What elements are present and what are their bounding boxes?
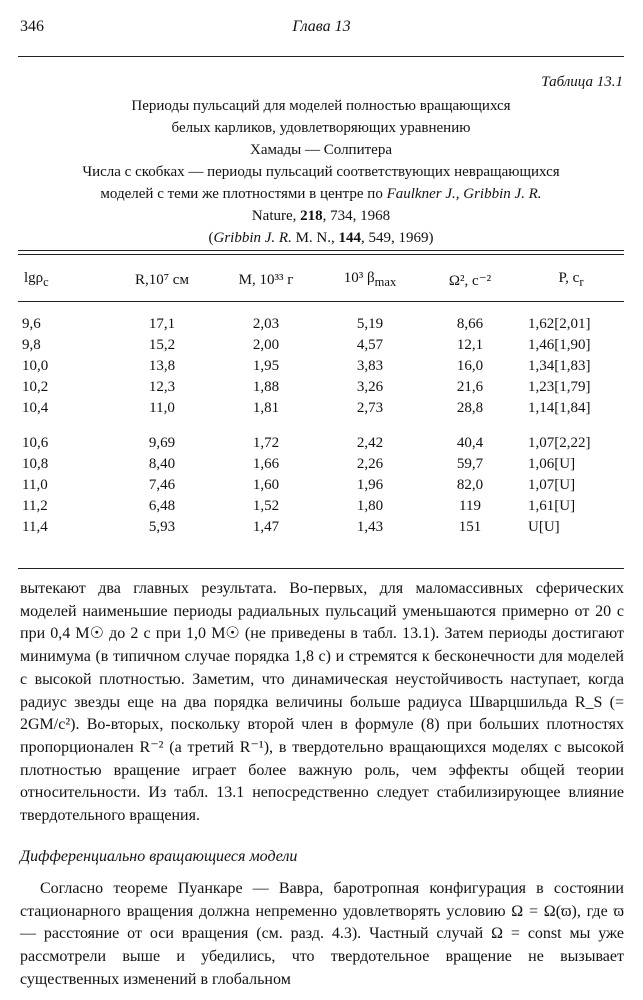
caption-reference-1 xyxy=(20,205,622,227)
table-caption xyxy=(20,95,622,249)
table-cell: 1,61[U] xyxy=(528,498,576,514)
reference-journal-2: M. N., xyxy=(291,230,339,246)
table-cell: 15,2 xyxy=(148,337,176,353)
table-cell: 11,0 xyxy=(149,400,175,416)
table-cell: 2,26 xyxy=(356,456,384,472)
table-cell: 16,0 xyxy=(456,358,484,374)
paragraph-1: вытекают два главных результата. Во-первых, для маломассивных сферических моделей наименьшие периоды радиальных пульсаций уменьшаются примерно от 20 с при 0,4 M☉ до 2 с при 1,0 M☉ (не приведены в табл. 13.1). Затем периоды достигают минимума (в типичном случае порядка 1,8 с) и стремятся к бесконечности для моделей с высокой плотностью. Заметим, что динамическая неустойчивость наступает, когда радиус звезды еще на два порядка величины больше радиуса Шварцшильда R_S (= 2GM/c²). Во-вторых, поскольку второй член в формуле (8) при больших плотностях пропорционален R⁻² (а третий R⁻¹), в твердотельно вращающихся моделях с высокой плотностью вращение играет более важную роль, чем эффекты общей теории относительности. Из табл. 13.1 непосредственно следует стабилизирующее влияние твердотельного вращения. xyxy=(20,580,624,825)
table-cell: 3,26 xyxy=(356,379,384,395)
table-cell: 1,66 xyxy=(252,456,280,472)
table-cell: 10,0 xyxy=(22,358,49,374)
table-cell: 1,14[1,84] xyxy=(528,400,591,416)
table-cell: 12,3 xyxy=(148,379,176,395)
column-header: lgρ$_c$ xyxy=(24,270,49,289)
table-row xyxy=(20,433,624,454)
table-cell: 1,60 xyxy=(252,477,280,493)
table-row xyxy=(20,314,624,335)
table-cell: 11,0 xyxy=(22,477,48,493)
table-cell: 8,40 xyxy=(148,456,176,472)
table-cell: 1,62[2,01] xyxy=(528,316,591,332)
table-cell: 1,47 xyxy=(252,519,280,535)
table-cell: 2,73 xyxy=(356,400,384,416)
table-cell: 13,8 xyxy=(148,358,176,374)
reference-volume: 218 xyxy=(300,208,323,224)
reference-pages: , 734, 1968 xyxy=(322,208,391,224)
table-cell: 1,43 xyxy=(356,519,384,535)
page-number: 346 xyxy=(20,18,44,35)
table-cell: 1,23[1,79] xyxy=(528,379,591,395)
table-cell: 12,1 xyxy=(456,337,484,353)
table-cell: U[U] xyxy=(528,519,560,535)
table-row xyxy=(20,496,624,517)
table-cell: 2,03 xyxy=(252,316,280,332)
column-header: 10³ $\beta_{max}$ xyxy=(343,270,397,289)
caption-text: моделей с теми же плотностями в центре по xyxy=(100,186,383,202)
column-header: R,10⁷ см xyxy=(135,271,189,288)
reference-volume-2: 144 xyxy=(338,230,361,246)
table-group-spacer xyxy=(20,419,624,433)
table-cell: 1,06[U] xyxy=(528,456,576,472)
reference-authors-2: Gribbin J. R. xyxy=(213,230,292,246)
caption-line: Числа с скобках — периоды пульсаций соответствующих невращающихся xyxy=(82,164,560,180)
table-cell: 1,80 xyxy=(356,498,384,514)
table-label: Таблица 13.1 xyxy=(541,74,623,90)
table-cell: 2,00 xyxy=(252,337,280,353)
caption-reference-2: (Gribbin J. R. M. N., 144, 549, 1969) xyxy=(208,230,434,246)
header-rule xyxy=(18,56,624,57)
running-head: Глава 13 xyxy=(292,18,351,35)
table-top-rule xyxy=(18,250,624,255)
table-cell: 82,0 xyxy=(456,477,484,493)
table-cell: 28,8 xyxy=(456,400,484,416)
table-cell: 10,4 xyxy=(22,400,49,416)
table-spacer xyxy=(20,302,624,314)
reference-journal: Nature, xyxy=(251,208,297,224)
reference-authors: Faulkner J., Gribbin J. R. xyxy=(386,186,542,202)
caption-line: Хамады — Солпитера xyxy=(250,142,392,158)
table-cell: 1,96 xyxy=(356,477,384,493)
column-header: P, $с_r$ xyxy=(558,270,584,289)
column-header: M, 10³³ г xyxy=(238,271,294,288)
table-bottom-rule xyxy=(18,568,624,569)
data-table xyxy=(20,258,624,538)
table-cell: 21,6 xyxy=(456,379,484,395)
table-header-rule xyxy=(18,301,624,302)
table-cell: 40,4 xyxy=(456,435,484,451)
caption-line: Периоды пульсаций для моделей полностью вращающихся xyxy=(131,98,511,114)
caption-line-with-reference xyxy=(20,183,622,205)
table-cell: 1,72 xyxy=(252,435,280,451)
table-cell: 1,88 xyxy=(252,379,280,395)
table-cell: 10,8 xyxy=(22,456,49,472)
table-cell: 119 xyxy=(459,498,481,514)
page-header xyxy=(0,18,643,42)
caption-line: белых карликов, удовлетворяющих уравнению xyxy=(171,120,471,136)
table-cell: 7,46 xyxy=(148,477,176,493)
table-cell: 5,19 xyxy=(356,316,384,332)
table-cell: 10,2 xyxy=(22,379,49,395)
table-cell: 11,2 xyxy=(22,498,48,514)
table-row xyxy=(20,335,624,356)
table-header-row xyxy=(20,258,624,302)
table-row xyxy=(20,475,624,496)
paragraph-2: Согласно теореме Пуанкаре — Вавра, баротропная конфигурация в состоянии стационарного вращения должна непременно удовлетворять условию Ω = Ω(ϖ), где ϖ — расстояние от оси вращения (см. разд. 4.3). Частный случай Ω = const мы уже рассмотрели выше и убедились, что твердотельное вращение не вызывает существенных изменений в глобальном xyxy=(20,880,624,988)
table-cell: 9,6 xyxy=(22,316,41,332)
table-cell: 9,8 xyxy=(22,337,41,353)
table-cell: 1,95 xyxy=(252,358,280,374)
table-cell: 2,42 xyxy=(356,435,384,451)
table-row xyxy=(20,454,624,475)
table-cell: 6,48 xyxy=(148,498,176,514)
table-cell: 9,69 xyxy=(148,435,176,451)
table-cell: 1,34[1,83] xyxy=(528,358,591,374)
table-cell: 4,57 xyxy=(356,337,384,353)
table-cell: 5,93 xyxy=(148,519,176,535)
table-cell: 17,1 xyxy=(148,316,176,332)
table-row xyxy=(20,377,624,398)
table-cell: 1,07[2,22] xyxy=(528,435,591,451)
table-row xyxy=(20,517,624,538)
table-row xyxy=(20,356,624,377)
table-cell: 1,81 xyxy=(252,400,280,416)
table-cell: 1,52 xyxy=(252,498,280,514)
table-cell: 8,66 xyxy=(456,316,484,332)
table-row xyxy=(20,398,624,419)
table-cell: 1,07[U] xyxy=(528,477,576,493)
table-cell: 59,7 xyxy=(456,456,484,472)
table-cell: 10,6 xyxy=(22,435,49,451)
reference-pages-2: , 549, 1969) xyxy=(361,230,434,246)
table-cell: 3,83 xyxy=(356,358,384,374)
column-header: Ω², с⁻² xyxy=(448,272,492,289)
table-cell: 1,46[1,90] xyxy=(528,337,591,353)
table-cell: 151 xyxy=(458,519,482,535)
table-cell: 11,4 xyxy=(22,519,48,535)
section-title: Дифференциально вращающиеся модели xyxy=(20,848,298,865)
